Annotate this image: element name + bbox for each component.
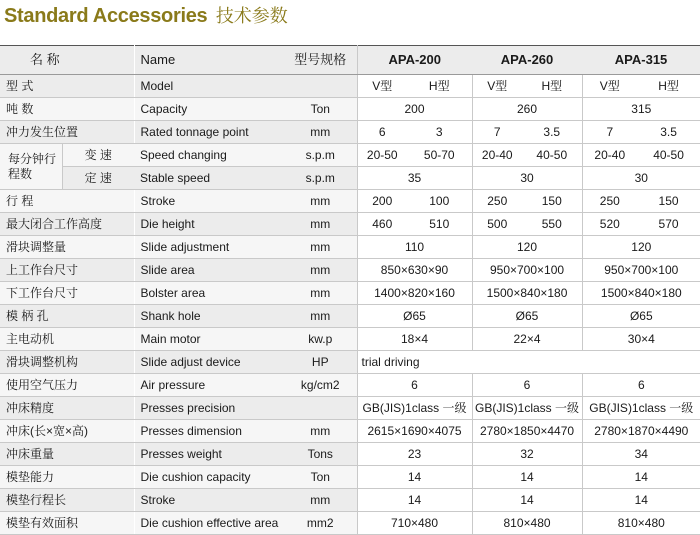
row-unit: [284, 397, 357, 420]
row-label-en: Die height: [134, 213, 284, 236]
row-label-en: Die cushion effective area: [134, 512, 284, 535]
row-label-zh: 主电动机: [0, 328, 134, 351]
cell-value: 14: [472, 466, 582, 489]
table-row: [0, 328, 700, 351]
row-label-en: Model: [134, 75, 284, 98]
cell-value: 40-50: [637, 144, 700, 167]
cell-value: 810×480: [582, 512, 700, 535]
row-label-en: Die cushion capacity: [134, 466, 284, 489]
cell-value: 6: [357, 121, 407, 144]
cell-value: H型: [522, 75, 582, 98]
cell-value: 1500×840×180: [472, 282, 582, 305]
cell-value: H型: [637, 75, 700, 98]
table-row: [0, 466, 700, 489]
row-unit: mm: [284, 305, 357, 328]
cell-value: 950×700×100: [582, 259, 700, 282]
row-unit: mm: [284, 259, 357, 282]
table-row: [0, 98, 700, 121]
cell-value: 6: [357, 374, 472, 397]
cell-value: 14: [582, 489, 700, 512]
row-label-zh: 型 式: [0, 75, 134, 98]
row-label-zh: 下工作台尺寸: [0, 282, 134, 305]
cell-value: 32: [472, 443, 582, 466]
cell-value: H型: [407, 75, 472, 98]
cell-value: 23: [357, 443, 472, 466]
row-label-zh: 冲床重量: [0, 443, 134, 466]
table-header-row: [0, 46, 700, 75]
cell-value: 710×480: [357, 512, 472, 535]
cell-value: 18×4: [357, 328, 472, 351]
row-unit: mm: [284, 213, 357, 236]
cell-value: GB(JIS)1class 一级: [472, 397, 582, 420]
row-label-zh: 行 程: [0, 190, 134, 213]
row-label-zh: 冲力发生位置: [0, 121, 134, 144]
cell-value: 110: [357, 236, 472, 259]
cell-value: 850×630×90: [357, 259, 472, 282]
row-label-en: Stable speed: [134, 167, 284, 190]
cell-value: 14: [357, 466, 472, 489]
cell-value: 2615×1690×4075: [357, 420, 472, 443]
table-row: [0, 489, 700, 512]
cell-value: 950×700×100: [472, 259, 582, 282]
row-label-zh: 模垫有效面积: [0, 512, 134, 535]
cell-value: 200: [357, 190, 407, 213]
cell-value: 34: [582, 443, 700, 466]
cell-value: 6: [582, 374, 700, 397]
row-label-en: Air pressure: [134, 374, 284, 397]
row-unit: mm: [284, 282, 357, 305]
cell-value: 500: [472, 213, 522, 236]
table-row: [0, 282, 700, 305]
header-spec: 型号规格: [284, 46, 357, 75]
cell-value: 22×4: [472, 328, 582, 351]
row-label-zh: 定 速: [62, 167, 134, 190]
cell-value: GB(JIS)1class 一级: [582, 397, 700, 420]
cell-value: 200: [357, 98, 472, 121]
row-label-en: Presses dimension: [134, 420, 284, 443]
row-label-zh: 冲床精度: [0, 397, 134, 420]
table-row: [0, 167, 700, 190]
cell-value: 7: [582, 121, 637, 144]
row-unit: s.p.m: [284, 167, 357, 190]
cell-value: 520: [582, 213, 637, 236]
row-label-zh: 滑块调整量: [0, 236, 134, 259]
cell-value: 20-50: [357, 144, 407, 167]
table-row: [0, 213, 700, 236]
table-row: [0, 351, 700, 374]
row-label-en: Rated tonnage point: [134, 121, 284, 144]
cell-value: 30: [472, 167, 582, 190]
cell-value: trial driving: [357, 351, 700, 374]
header-zh-name: 名 称: [0, 46, 134, 75]
row-unit: HP: [284, 351, 357, 374]
row-label-zh: 使用空气压力: [0, 374, 134, 397]
cell-value: 550: [522, 213, 582, 236]
cell-value: Ø65: [582, 305, 700, 328]
cell-value: 6: [472, 374, 582, 397]
row-label-zh: 变 速: [62, 144, 134, 167]
cell-value: 570: [637, 213, 700, 236]
cell-value: 14: [582, 466, 700, 489]
cell-value: 250: [582, 190, 637, 213]
table-row: [0, 236, 700, 259]
cell-value: 3.5: [522, 121, 582, 144]
table-row: [0, 305, 700, 328]
table-row: [0, 443, 700, 466]
row-label-zh: 模垫行程长: [0, 489, 134, 512]
row-label-en: Presses weight: [134, 443, 284, 466]
row-label-zh: 最大闭合工作高度: [0, 213, 134, 236]
table-row: [0, 512, 700, 535]
table-row: [0, 374, 700, 397]
cell-value: 100: [407, 190, 472, 213]
cell-value: 810×480: [472, 512, 582, 535]
row-label-zh: 上工作台尺寸: [0, 259, 134, 282]
spec-table: [0, 45, 700, 535]
row-label-zh: 模 柄 孔: [0, 305, 134, 328]
header-en-name: Name: [134, 46, 284, 75]
cell-value: 35: [357, 167, 472, 190]
title-english: Standard Accessories: [4, 5, 208, 27]
row-unit: mm: [284, 489, 357, 512]
cell-value: 30×4: [582, 328, 700, 351]
header-model-apa315: APA-315: [582, 46, 700, 75]
row-unit: mm: [284, 190, 357, 213]
row-unit: Ton: [284, 466, 357, 489]
row-unit: Tons: [284, 443, 357, 466]
cell-value: Ø65: [472, 305, 582, 328]
table-row: [0, 259, 700, 282]
cell-value: GB(JIS)1class 一级: [357, 397, 472, 420]
cell-value: 14: [357, 489, 472, 512]
row-label-zh: 冲床(长×宽×高): [0, 420, 134, 443]
cell-value: 7: [472, 121, 522, 144]
cell-value: 150: [637, 190, 700, 213]
table-row: [0, 397, 700, 420]
row-group-label-zh: 每分钟行程数: [0, 144, 62, 190]
row-label-en: Stroke: [134, 489, 284, 512]
row-label-en: Speed changing: [134, 144, 284, 167]
cell-value: 260: [472, 98, 582, 121]
row-unit: Ton: [284, 98, 357, 121]
header-model-apa260: APA-260: [472, 46, 582, 75]
table-row: [0, 144, 700, 167]
row-unit: kw.p: [284, 328, 357, 351]
cell-value: 250: [472, 190, 522, 213]
cell-value: 50-70: [407, 144, 472, 167]
cell-value: 3.5: [637, 121, 700, 144]
table-row: [0, 75, 700, 98]
cell-value: 2780×1850×4470: [472, 420, 582, 443]
cell-value: 3: [407, 121, 472, 144]
cell-value: 120: [582, 236, 700, 259]
cell-value: V型: [582, 75, 637, 98]
row-label-en: Presses precision: [134, 397, 284, 420]
cell-value: V型: [357, 75, 407, 98]
table-row: [0, 190, 700, 213]
cell-value: 460: [357, 213, 407, 236]
cell-value: V型: [472, 75, 522, 98]
row-label-en: Stroke: [134, 190, 284, 213]
row-label-zh: 滑块调整机构: [0, 351, 134, 374]
row-unit: kg/cm2: [284, 374, 357, 397]
cell-value: 2780×1870×4490: [582, 420, 700, 443]
cell-value: 315: [582, 98, 700, 121]
cell-value: 40-50: [522, 144, 582, 167]
table-row: [0, 121, 700, 144]
cell-value: 1400×820×160: [357, 282, 472, 305]
cell-value: 510: [407, 213, 472, 236]
cell-value: 30: [582, 167, 700, 190]
row-label-en: Slide adjustment: [134, 236, 284, 259]
row-label-zh: 模垫能力: [0, 466, 134, 489]
row-label-en: Shank hole: [134, 305, 284, 328]
row-label-en: Main motor: [134, 328, 284, 351]
cell-value: 1500×840×180: [582, 282, 700, 305]
row-label-zh: 吨 数: [0, 98, 134, 121]
row-label-en: Slide adjust device: [134, 351, 284, 374]
cell-value: 20-40: [472, 144, 522, 167]
row-unit: mm: [284, 121, 357, 144]
cell-value: 20-40: [582, 144, 637, 167]
cell-value: 120: [472, 236, 582, 259]
row-label-en: Bolster area: [134, 282, 284, 305]
row-unit: [284, 75, 357, 98]
header-model-apa200: APA-200: [357, 46, 472, 75]
row-unit: mm2: [284, 512, 357, 535]
page-title: [4, 2, 288, 32]
table-row: [0, 420, 700, 443]
cell-value: 14: [472, 489, 582, 512]
row-unit: s.p.m: [284, 144, 357, 167]
row-unit: mm: [284, 420, 357, 443]
row-label-en: Slide area: [134, 259, 284, 282]
cell-value: Ø65: [357, 305, 472, 328]
title-chinese: 技术参数: [215, 6, 288, 27]
cell-value: 150: [522, 190, 582, 213]
row-label-en: Capacity: [134, 98, 284, 121]
row-unit: mm: [284, 236, 357, 259]
